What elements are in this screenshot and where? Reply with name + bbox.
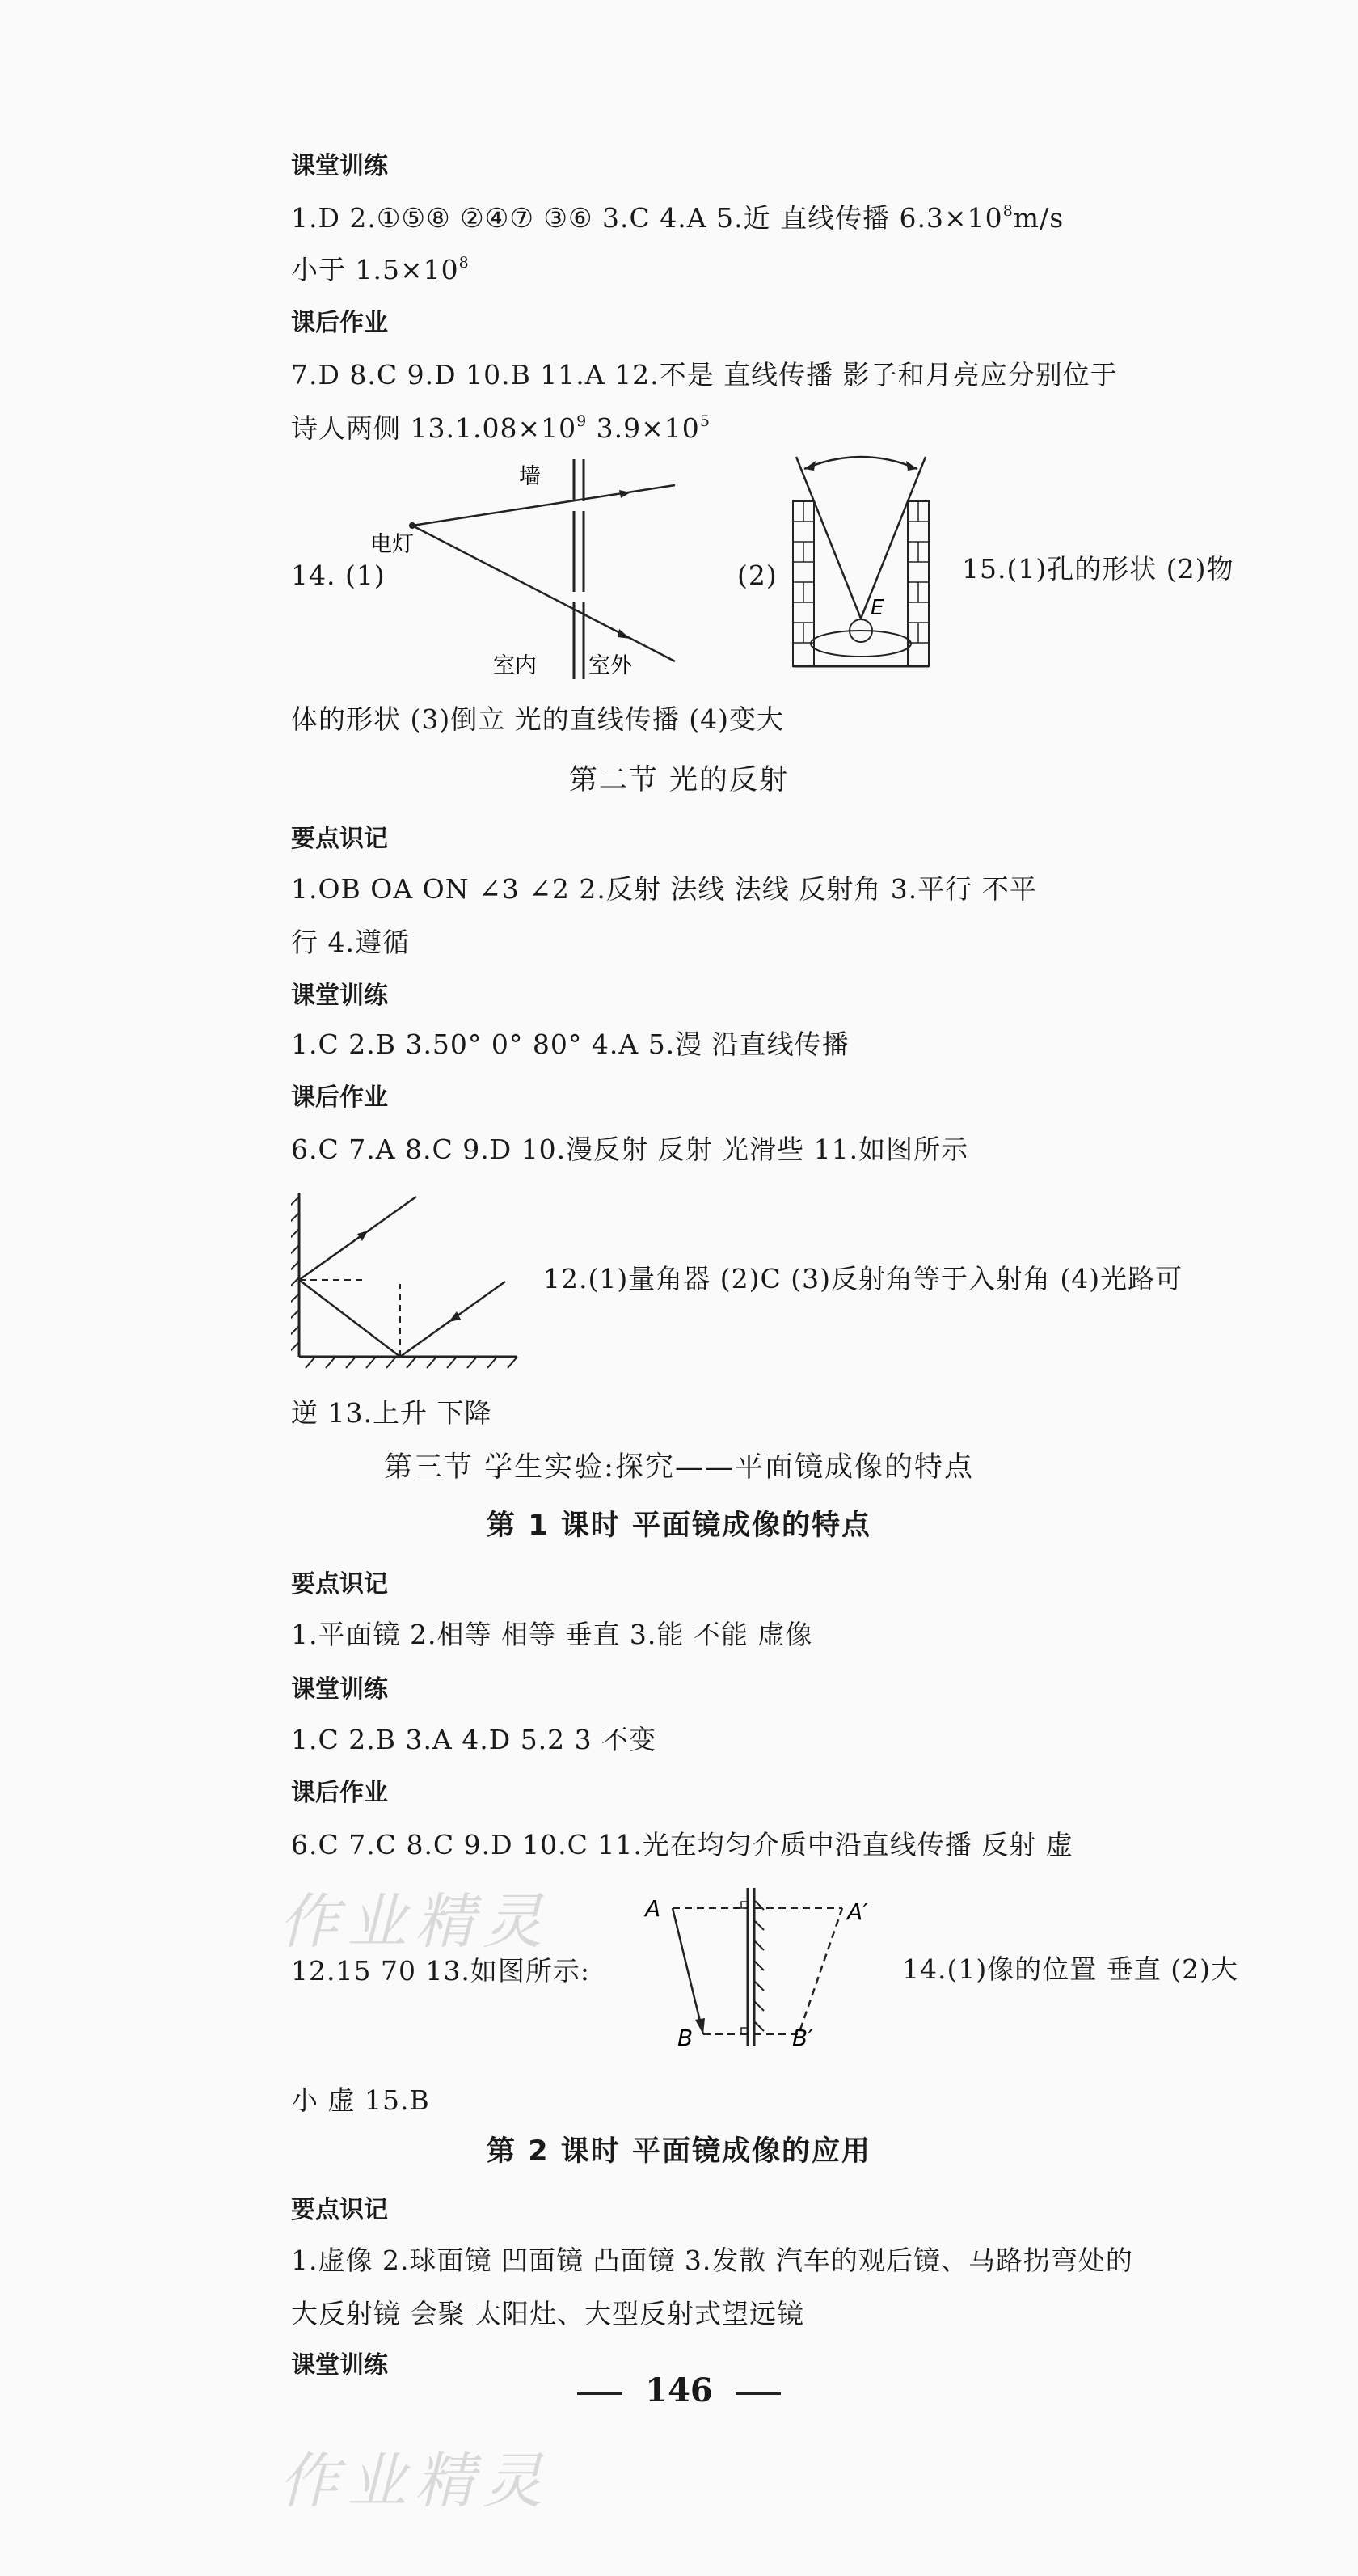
- well-frog-diagram: [780, 453, 942, 679]
- question-label: (2): [737, 560, 778, 591]
- indoor-label: 室内: [493, 653, 537, 678]
- answer-line: 体的形状 (3)倒立 光的直线传播 (4)变大: [291, 703, 784, 735]
- image-b-label: B′: [792, 2025, 813, 2051]
- section-heading: 课堂训练: [291, 152, 388, 180]
- answer-line: 1.平面镜 2.相等 相等 垂直 3.能 不能 虚像: [291, 1619, 813, 1650]
- section-heading: 要点识记: [291, 2196, 388, 2224]
- answer-line: 诗人两侧 $13.1.08\times 10^9$ $3.9\times 10^5$: [291, 412, 711, 444]
- answer-line: 7.D 8.C 9.D 10.B 11.A 12.不是 直线传播 影子和月亮应分别位于: [291, 359, 1118, 391]
- point-b-label: B: [677, 2025, 694, 2051]
- section-heading: 课后作业: [291, 1779, 388, 1807]
- answer-line: 逆 13.上升 下降: [291, 1397, 492, 1429]
- plane-mirror-diagram: [630, 1884, 897, 2054]
- lamp-label: 电灯: [370, 532, 414, 557]
- section-heading: 要点识记: [291, 1570, 388, 1598]
- reflection-diagram: [291, 1189, 525, 1375]
- section-title: 第三节 学生实验:探究——平面镜成像的特点: [384, 1451, 974, 1484]
- answer-line: 小于 $1.5\times 10^8$: [291, 254, 470, 285]
- section-heading: 课堂训练: [291, 982, 388, 1010]
- lesson-title: 第 2 课时 平面镜成像的应用: [487, 2135, 871, 2168]
- watermark: 作业精灵: [279, 1887, 550, 1957]
- answer-line: 15.(1)孔的形状 (2)物: [962, 553, 1234, 585]
- section-heading: 要点识记: [291, 825, 388, 853]
- eye-point-label: E: [871, 596, 884, 620]
- lamp-wall-diagram: [364, 453, 687, 687]
- lesson-title: 第 1 课时 平面镜成像的特点: [487, 1510, 871, 1542]
- answer-line: 12.15 70 13.如图所示:: [291, 1955, 591, 1987]
- outdoor-label: 室外: [588, 653, 632, 678]
- answer-line: 12.(1)量角器 (2)C (3)反射角等于入射角 (4)光路可: [543, 1263, 1183, 1294]
- answer-line: 1.D 2.①⑤⑧ ②④⑦ ③⑥ 3.C 4.A 5.近 直线传播 $6.3\times 10^8m/s$: [291, 202, 1065, 234]
- question-label: 14. (1): [291, 560, 386, 591]
- answer-line: 行 4.遵循: [291, 927, 410, 958]
- section-heading: 课堂训练: [291, 2351, 388, 2380]
- answer-line: 6.C 7.A 8.C 9.D 10.漫反射 反射 光滑些 11.如图所示: [291, 1134, 969, 1165]
- answer-line: 大反射镜 会聚 太阳灶、大型反射式望远镜: [291, 2298, 804, 2329]
- section-heading: 课堂训练: [291, 1675, 388, 1704]
- answer-line: 小 虚 15.B: [291, 2084, 430, 2116]
- answer-line: 14.(1)像的位置 垂直 (2)大: [902, 1953, 1238, 1985]
- section-title: 第二节 光的反射: [568, 764, 790, 796]
- page-number: 146: [0, 2371, 1358, 2411]
- watermark: 作业精灵: [279, 2447, 550, 2516]
- answer-line: 1.C 2.B 3.A 4.D 5.2 3 不变: [291, 1724, 657, 1755]
- answer-line: 6.C 7.C 8.C 9.D 10.C 11.光在均匀介质中沿直线传播 反射 虚: [291, 1829, 1073, 1860]
- image-a-label: A′: [847, 1898, 868, 1925]
- section-heading: 课后作业: [291, 1083, 388, 1112]
- answer-line: 1.C 2.B 3.50° 0° 80° 4.A 5.漫 沿直线传播: [291, 1028, 850, 1060]
- section-heading: 课后作业: [291, 309, 388, 337]
- answer-line: 1.虚像 2.球面镜 凹面镜 凸面镜 3.发散 汽车的观后镜、马路拐弯处的: [291, 2244, 1133, 2276]
- wall-label: 墙: [519, 464, 541, 489]
- answer-line: 1.OB OA ON ∠3 ∠2 2.反射 法线 法线 反射角 3.平行 不平: [291, 873, 1037, 905]
- point-a-label: A: [645, 1895, 661, 1922]
